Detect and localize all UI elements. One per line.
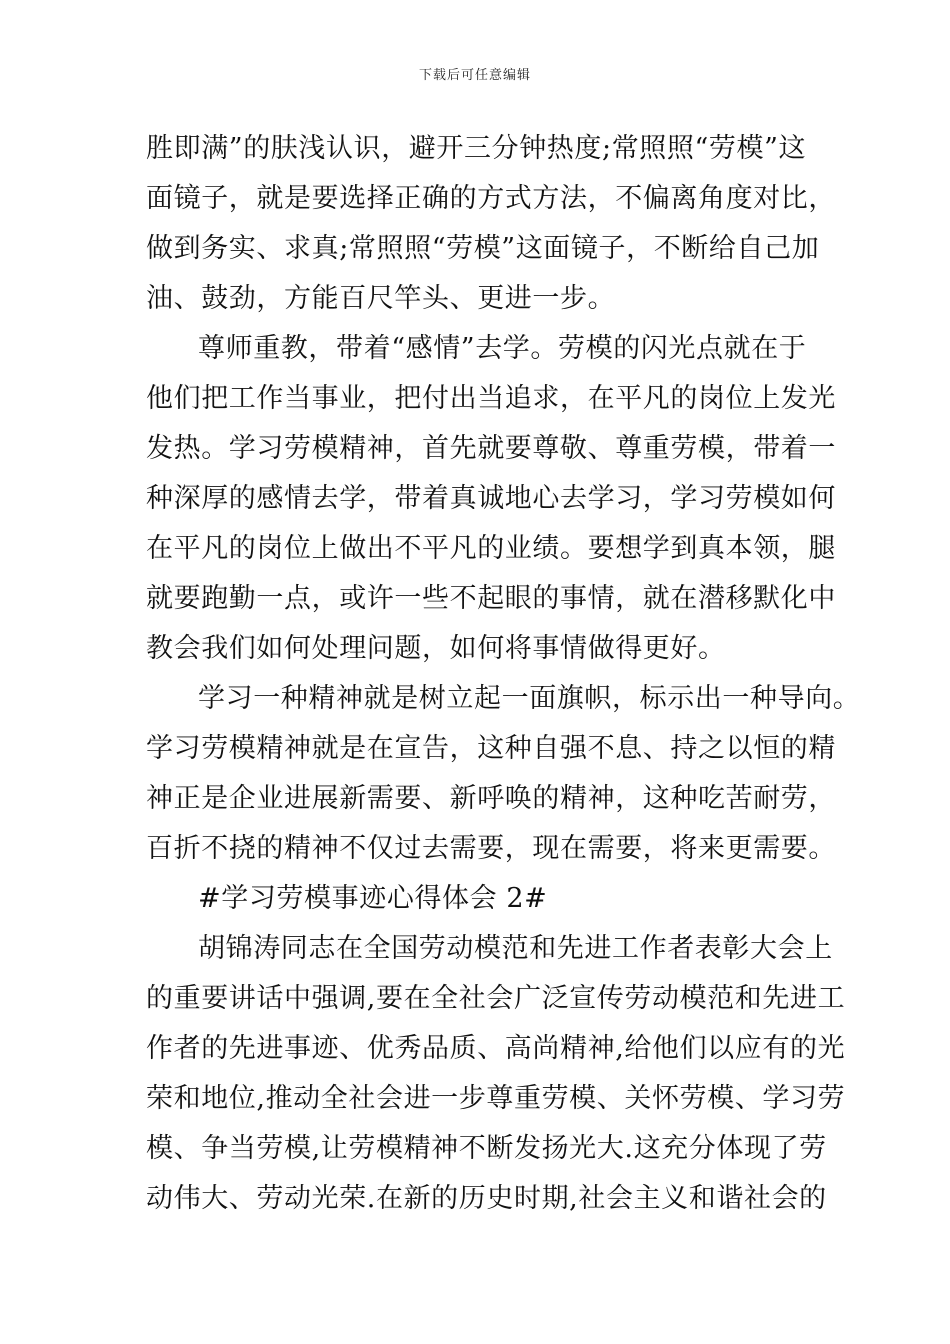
- paragraph-start-line: 尊师重教，带着“感情”去学。劳模的闪光点就在于: [198, 333, 807, 364]
- body-line: 胜即满”的肤浅认识，避开三分钟热度;常照照“劳模”这: [146, 133, 807, 164]
- body-line: 教会我们如何处理问题，如何将事情做得更好。: [146, 633, 726, 664]
- body-line: 百折不挠的精神不仅过去需要，现在需要，将来更需要。: [146, 833, 836, 864]
- body-line: 的重要讲话中强调,要在全社会广泛宣传劳动模范和先进工: [146, 983, 846, 1014]
- paragraph-start-line: 学习一种精神就是树立起一面旗帜，标示出一种导向。: [198, 683, 861, 714]
- body-line: 作者的先进事迹、优秀品质、高尚精神,给他们以应有的光: [146, 1033, 846, 1064]
- body-line: 荣和地位,推动全社会进一步尊重劳模、关怀劳模、学习劳: [146, 1083, 846, 1114]
- body-line: 发热。学习劳模精神，首先就要尊敬、尊重劳模，带着一: [146, 433, 836, 464]
- paragraph-start-line: 胡锦涛同志在全国劳动模范和先进工作者表彰大会上: [198, 933, 833, 964]
- header-note: 下载后可任意编辑: [418, 68, 531, 83]
- body-line: 他们把工作当事业，把付出当追求，在平凡的岗位上发光: [146, 383, 836, 414]
- body-line: 在平凡的岗位上做出不平凡的业绩。要想学到真本领，腿: [146, 533, 836, 564]
- section-heading: #学习劳模事迹心得体会 2#: [198, 883, 548, 914]
- body-line: 做到务实、求真;常照照“劳模”这面镜子，不断给自己加: [146, 233, 820, 264]
- body-line: 就要跑勤一点，或许一些不起眼的事情，就在潜移默化中: [146, 583, 836, 614]
- body-line: 油、鼓劲，方能百尺竿头、更进一步。: [146, 283, 616, 314]
- body-line: 学习劳模精神就是在宣告，这种自强不息、持之以恒的精: [146, 733, 836, 764]
- body-line: 神正是企业进展新需要、新呼唤的精神，这种吃苦耐劳，: [146, 783, 836, 814]
- body-line: 动伟大、劳动光荣.在新的历史时期,社会主义和谐社会的: [146, 1183, 827, 1214]
- body-line: 种深厚的感情去学，带着真诚地心去学习，学习劳模如何: [146, 483, 836, 514]
- body-line: 面镜子，就是要选择正确的方式方法，不偏离角度对比，: [146, 183, 836, 214]
- body-line: 模、争当劳模,让劳模精神不断发扬光大.这充分体现了劳: [146, 1133, 827, 1164]
